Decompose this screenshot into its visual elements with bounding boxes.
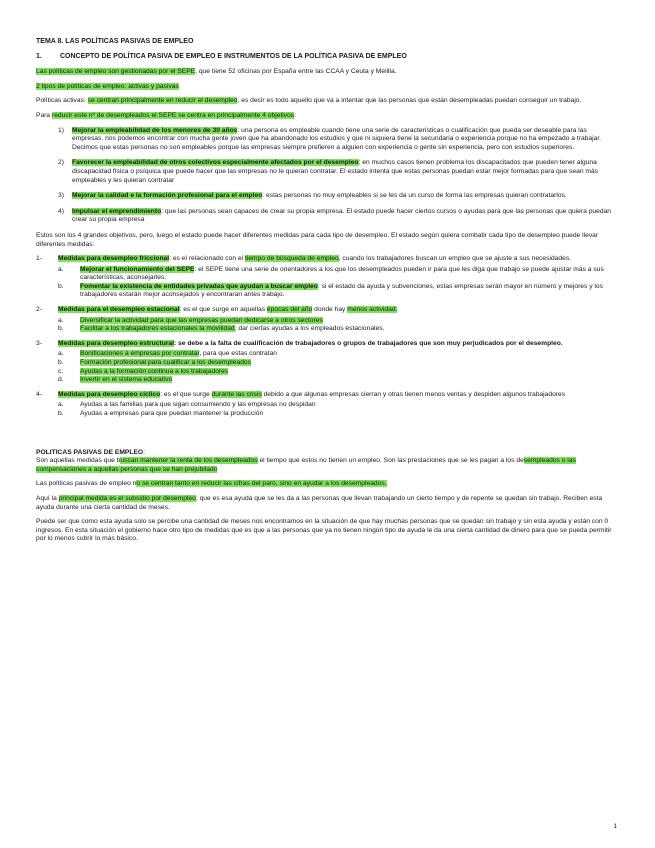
sub-item: b. Fomentar la existencia de entidades privadas que ayudan a buscar empleo: si el estado da ayuda y subvenciones, estas empresas serán mayor en número y mejores y los trabajadores estarán mejor aconsejados y encontraran antes trabajo. bbox=[58, 282, 603, 299]
list-item: 1) Mejorar la empleabilidad de los menores de 30 años: una persona es empleable cuando tiene una serie de características o cualificación que pueda ser deseable para las empresas. nos podemos encontrar con mucha gente joven que ha abandonado los estudios y que ni siquiera tiene la secundaria o experiencia porque no ha empezado a trabajar. Decimos que estas personas no son empleables porque las empresas siempre prefieren a alguien con experiencia o gente sin experiencia, pero con estudios superiores. bbox=[58, 126, 602, 151]
paragraph-sepe: Las políticas de empleo son gestionadas por el SEPE, que tiene 52 oficinas por España entre las CCAA y Ceuta y Melilla. bbox=[36, 68, 397, 76]
measure-friccional: 1- Medidas para desempleo friccional: es el relacionado con el tiempo de búsqueda de empleo, cuando los trabajadores buscan un empleo que se ajuste a sus necesidades. a. Mejorar el funcionamiento del SEPE: el SEPE tiene una serie de orientadores a los que los desempleados pueden ir para que les diga que trabajo se puede ajustar más a sus características, aconsejarles. b. Fomentar la existencia de entidades privadas que ayudan a buscar empleo: si el estado da ayuda y subvenciones, estas empresas serán mayor en número y mejores y los trabajadores estarán mejor aconsejados y encontraran antes trabajo. bbox=[36, 255, 619, 300]
sub-item: a. Diversificar la actividad para que las empresas puedan dedicarse a otros sectores bbox=[58, 316, 323, 324]
sub-item: d. Invertir en el sistema educativo bbox=[58, 376, 173, 384]
sub-item: a. Mejorar el funcionamiento del SEPE: el SEPE tiene una serie de orientadores a los que los desempleados pueden ir para que les diga que trabajo se puede ajustar más a sus características, aconsejarles. bbox=[58, 265, 604, 282]
measure-estructural: 3- Medidas para desempleo estructural: se debe a la falta de cualificación de trabajadores o grupos de trabajadores que son muy perjudicados por el desempleo. a. Bonificaciones a empresas por contratar, para que estas contratan b. Formación profesional para cualificar a los desempleados c. Ayudas a la formación continua a los trabajadores d. Invertir en el sistema educativo bbox=[36, 340, 619, 385]
document-page bbox=[36, 38, 619, 550]
sub-item: c. Ayudas a la formación continua a los trabajadores bbox=[58, 367, 229, 375]
sub-item: b. Facilitar a los trabajadores estacionales la movilidad; dar ciertas ayudas a los empleados estacionales. bbox=[58, 325, 385, 333]
sub-item: a. Ayudas a las familias para que sigan consumiendo y las empresas no despidan bbox=[58, 401, 316, 409]
list-item: 4) Impulsar el emprendimiento: que las personas sean capaces de crear su propia empresa. El estado puede hacer ciertos cursos o ayudas para que las personas que quiera puedan crear su propia empresa bbox=[58, 207, 612, 224]
section-pasivas: POLITICAS PASIVAS DE EMPLEO: Son aquellas medidas que buscan mantener la renta de los desempleados el tiempo que estos no tienen un empleo. Son las prestaciones que se les pagan a los desempleados o las compensaciones a aquellas personas que se han prejubilado Las políticas pasivas de empleo no se centran tanto en reducir las cifras del paro, sino en ayudar a los desempleados. Aquí la principal medida es el subsidio por desempleo; que es esa ayuda que se les da a las personas que llevan trabajando un cierto tiempo y de repente se quedan sin trabajo. Reciben esta ayuda durante una cierta cantidad de meses. Puede ser que como esta ayuda solo se percibe una cantidad de meses nos encontramos en la situación de que hay muchas personas que se quedan sin trabajo y sin esta ayuda y están con 0 ingresos. En esta situación el gobierno hace otro tipo de medidas que es que a las personas que ya no tienen ningún tipo de ayuda le da una cierta cantidad de dinero para que se pueda permitir por lo menos cubrir lo más básico. bbox=[36, 448, 612, 543]
sub-item: a. Bonificaciones a empresas por contratar, para que estas contratan bbox=[58, 350, 278, 358]
measure-estacional: 2- Medidas para el desempleo estacional: es el que surge en aquellas épocas del año donde hay menos actividad. a. Diversificar la actividad para que las empresas puedan dedicarse a otros sectores b. Facilitar a los trabajadores estacionales la movilidad; dar ciertas ayudas a los empleados estacionales. bbox=[36, 306, 619, 334]
measure-ciclico: 4- Medidas para desempleo cíclico: es el que surge durante las crisis debido a que algunas empresas cierran y otras tienen menos ventas y despiden algunos trabajadores a. Ayudas a las familias para que sigan consumiendo y las empresas no despidan b. Ayudas a empresas para que puedan mantener la producción bbox=[36, 391, 619, 419]
list-item: 3) Mejorar la calidad e la formación profesional para el empleo: estas personas no muy empleables si se les da un curso de forma las empresas quieran contratarlos. bbox=[58, 192, 567, 200]
objectives-list bbox=[36, 127, 619, 225]
page-number: 1 bbox=[613, 823, 617, 830]
paragraph-activas: Políticas activas: se centran principalmente en reducir el desempleo, es decir es todo aquello que va a intentar que las personas que están desempleadas puedan conseguir un trabajo. bbox=[36, 97, 582, 105]
list-item: 2) Favorecer la empleabilidad de otros colectivos especialmente afectados por el desempleo: en muchos casos tienen problema los discapacitados que pueden tener alguna discapacidad física o psíquica que puede hacer que las empresas no le quieran contratar. El estado intenta que estas personas puedan estar mejor formadas para que sean más empleables y les quieran contratar bbox=[58, 159, 599, 184]
paragraph-objetivos-intro: Para reducir este nº de desempleados el SEPE se centra en principalmente 4 objetivos: bbox=[36, 111, 297, 119]
sub-item: b. Formación profesional para cualificar a los desempleados bbox=[58, 359, 251, 367]
section-heading-pasivas: POLITICAS PASIVAS DE EMPLEO bbox=[36, 448, 144, 456]
paragraph-tipos: 2 tipos de políticas de empleo: activas y pasivas bbox=[36, 82, 179, 90]
section-heading: 1. CONCEPTO DE POLÍTICA PASIVA DE EMPLEO E INSTRUMENTOS DE LA POLÍTICA PASIVA DE EMPLEO bbox=[36, 52, 407, 60]
page-title: TEMA 8. LAS POLÍTICAS PASIVAS DE EMPLEO bbox=[36, 38, 194, 45]
sub-item: b. Ayudas a empresas para que puedan mantener la producción bbox=[58, 410, 264, 417]
paragraph-medidas-intro: Estos son los 4 grandes objetivos, pero, luego el estado puede hacer diferentes medidas para cada tipo de desempleo. El estado según quiera combatir cada tipo de desempleo puede llevar diferentes medidas: bbox=[36, 231, 599, 248]
